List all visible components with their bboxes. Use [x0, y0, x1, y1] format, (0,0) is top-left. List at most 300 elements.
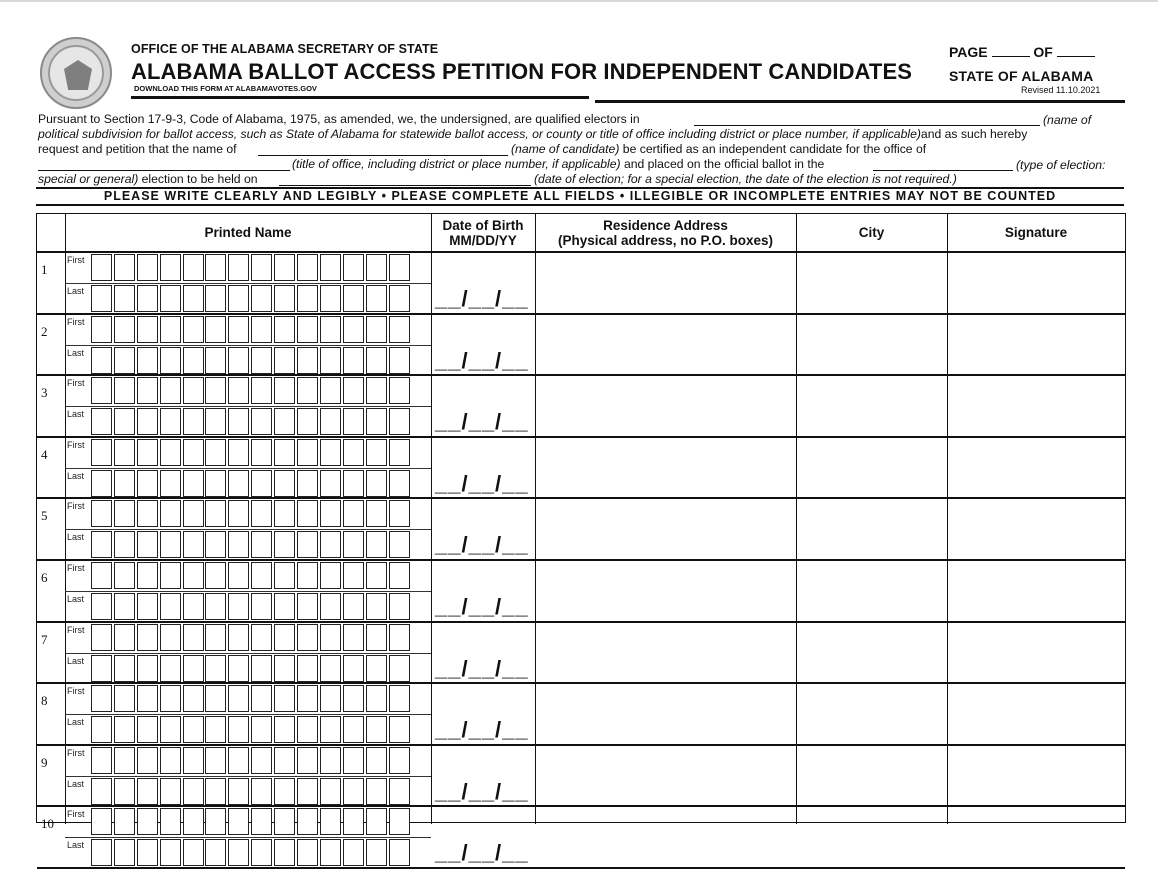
city-cell[interactable] [797, 684, 947, 744]
dob-field[interactable]: __/__/__ [435, 655, 529, 681]
letter-box[interactable] [297, 439, 318, 466]
letter-box[interactable] [389, 347, 410, 374]
letter-box[interactable] [114, 716, 135, 743]
first-name-boxes[interactable] [91, 808, 411, 835]
city-cell[interactable] [797, 807, 947, 867]
dob-field[interactable]: __/__/__ [435, 717, 529, 743]
letter-box[interactable] [251, 254, 272, 281]
letter-box[interactable] [183, 685, 204, 712]
signature-cell[interactable] [948, 438, 1125, 498]
letter-box[interactable] [114, 778, 135, 805]
letter-box[interactable] [320, 408, 341, 435]
letter-box[interactable] [160, 716, 181, 743]
letter-box[interactable] [160, 377, 181, 404]
letter-box[interactable] [297, 254, 318, 281]
letter-box[interactable] [389, 316, 410, 343]
letter-box[interactable] [366, 655, 387, 682]
dob-field[interactable]: __/__/__ [435, 778, 529, 804]
address-cell[interactable] [536, 315, 796, 375]
letter-box[interactable] [91, 778, 112, 805]
letter-box[interactable] [205, 685, 226, 712]
letter-box[interactable] [343, 439, 364, 466]
letter-box[interactable] [389, 254, 410, 281]
letter-box[interactable] [251, 778, 272, 805]
letter-box[interactable] [366, 839, 387, 866]
letter-box[interactable] [137, 347, 158, 374]
letter-box[interactable] [183, 316, 204, 343]
letter-box[interactable] [320, 254, 341, 281]
letter-box[interactable] [137, 778, 158, 805]
letter-box[interactable] [343, 839, 364, 866]
letter-box[interactable] [274, 808, 295, 835]
city-cell[interactable] [797, 376, 947, 436]
city-cell[interactable] [797, 315, 947, 375]
dob-field[interactable]: __/__/__ [435, 594, 529, 619]
letter-box[interactable] [343, 593, 364, 620]
letter-box[interactable] [205, 655, 226, 682]
letter-box[interactable] [366, 285, 387, 312]
letter-box[interactable] [343, 285, 364, 312]
letter-box[interactable] [389, 377, 410, 404]
letter-box[interactable] [205, 254, 226, 281]
letter-box[interactable] [251, 655, 272, 682]
letter-box[interactable] [274, 593, 295, 620]
letter-box[interactable] [389, 531, 410, 558]
letter-box[interactable] [183, 747, 204, 774]
letter-box[interactable] [320, 716, 341, 743]
signature-cell[interactable] [948, 376, 1125, 436]
letter-box[interactable] [366, 347, 387, 374]
letter-box[interactable] [343, 470, 364, 497]
letter-box[interactable] [228, 778, 249, 805]
dob-field[interactable]: __/__/__ [435, 409, 529, 435]
letter-box[interactable] [160, 685, 181, 712]
last-name-boxes[interactable] [91, 347, 411, 374]
letter-box[interactable] [137, 839, 158, 866]
letter-box[interactable] [228, 562, 249, 589]
signature-cell[interactable] [948, 746, 1125, 806]
letter-box[interactable] [183, 655, 204, 682]
letter-box[interactable] [91, 347, 112, 374]
letter-box[interactable] [137, 254, 158, 281]
letter-box[interactable] [366, 439, 387, 466]
letter-box[interactable] [251, 500, 272, 527]
letter-box[interactable] [205, 562, 226, 589]
letter-box[interactable] [320, 531, 341, 558]
letter-box[interactable] [183, 562, 204, 589]
letter-box[interactable] [297, 778, 318, 805]
letter-box[interactable] [389, 439, 410, 466]
letter-box[interactable] [183, 347, 204, 374]
letter-box[interactable] [160, 531, 181, 558]
letter-box[interactable] [160, 347, 181, 374]
first-name-boxes[interactable] [91, 439, 411, 466]
letter-box[interactable] [297, 685, 318, 712]
letter-box[interactable] [274, 408, 295, 435]
letter-box[interactable] [205, 531, 226, 558]
letter-box[interactable] [114, 254, 135, 281]
letter-box[interactable] [114, 470, 135, 497]
letter-box[interactable] [297, 500, 318, 527]
letter-box[interactable] [389, 808, 410, 835]
letter-box[interactable] [228, 347, 249, 374]
letter-box[interactable] [228, 377, 249, 404]
first-name-boxes[interactable] [91, 747, 411, 774]
letter-box[interactable] [137, 747, 158, 774]
letter-box[interactable] [137, 285, 158, 312]
letter-box[interactable] [274, 254, 295, 281]
first-name-boxes[interactable] [91, 624, 411, 651]
letter-box[interactable] [114, 285, 135, 312]
address-cell[interactable] [536, 376, 796, 436]
letter-box[interactable] [91, 593, 112, 620]
letter-box[interactable] [389, 562, 410, 589]
letter-box[interactable] [297, 808, 318, 835]
letter-box[interactable] [228, 716, 249, 743]
letter-box[interactable] [251, 347, 272, 374]
letter-box[interactable] [297, 624, 318, 651]
letter-box[interactable] [114, 347, 135, 374]
letter-box[interactable] [251, 747, 272, 774]
address-cell[interactable] [536, 807, 796, 867]
letter-box[interactable] [228, 624, 249, 651]
letter-box[interactable] [114, 808, 135, 835]
letter-box[interactable] [320, 377, 341, 404]
letter-box[interactable] [228, 685, 249, 712]
signature-cell[interactable] [948, 623, 1125, 683]
letter-box[interactable] [114, 839, 135, 866]
letter-box[interactable] [160, 655, 181, 682]
letter-box[interactable] [160, 500, 181, 527]
letter-box[interactable] [114, 377, 135, 404]
letter-box[interactable] [366, 778, 387, 805]
letter-box[interactable] [297, 377, 318, 404]
letter-box[interactable] [205, 593, 226, 620]
letter-box[interactable] [343, 747, 364, 774]
letter-box[interactable] [205, 500, 226, 527]
page-number-blank[interactable] [992, 44, 1030, 57]
letter-box[interactable] [389, 408, 410, 435]
letter-box[interactable] [228, 316, 249, 343]
letter-box[interactable] [251, 408, 272, 435]
letter-box[interactable] [320, 562, 341, 589]
letter-box[interactable] [160, 254, 181, 281]
letter-box[interactable] [343, 808, 364, 835]
letter-box[interactable] [320, 808, 341, 835]
letter-box[interactable] [160, 408, 181, 435]
letter-box[interactable] [114, 316, 135, 343]
first-name-boxes[interactable] [91, 685, 411, 712]
letter-box[interactable] [320, 316, 341, 343]
letter-box[interactable] [274, 531, 295, 558]
letter-box[interactable] [251, 685, 272, 712]
letter-box[interactable] [320, 593, 341, 620]
letter-box[interactable] [251, 439, 272, 466]
letter-box[interactable] [274, 562, 295, 589]
first-name-boxes[interactable] [91, 500, 411, 527]
first-name-boxes[interactable] [91, 316, 411, 343]
letter-box[interactable] [320, 285, 341, 312]
letter-box[interactable] [389, 593, 410, 620]
subdivision-blank[interactable] [694, 125, 1040, 126]
letter-box[interactable] [183, 531, 204, 558]
letter-box[interactable] [297, 408, 318, 435]
dob-field[interactable]: __/__/__ [435, 840, 529, 866]
letter-box[interactable] [205, 624, 226, 651]
last-name-boxes[interactable] [91, 531, 411, 558]
letter-box[interactable] [366, 593, 387, 620]
letter-box[interactable] [343, 500, 364, 527]
letter-box[interactable] [320, 500, 341, 527]
letter-box[interactable] [183, 778, 204, 805]
letter-box[interactable] [114, 439, 135, 466]
letter-box[interactable] [91, 316, 112, 343]
letter-box[interactable] [274, 470, 295, 497]
letter-box[interactable] [343, 316, 364, 343]
letter-box[interactable] [320, 685, 341, 712]
last-name-boxes[interactable] [91, 778, 411, 805]
letter-box[interactable] [297, 347, 318, 374]
last-name-boxes[interactable] [91, 285, 411, 312]
letter-box[interactable] [183, 377, 204, 404]
letter-box[interactable] [251, 593, 272, 620]
letter-box[interactable] [297, 285, 318, 312]
letter-box[interactable] [137, 655, 158, 682]
letter-box[interactable] [160, 747, 181, 774]
letter-box[interactable] [91, 254, 112, 281]
dob-field[interactable]: __/__/__ [435, 532, 529, 558]
letter-box[interactable] [389, 747, 410, 774]
letter-box[interactable] [366, 377, 387, 404]
letter-box[interactable] [343, 624, 364, 651]
letter-box[interactable] [274, 839, 295, 866]
letter-box[interactable] [343, 408, 364, 435]
letter-box[interactable] [320, 439, 341, 466]
letter-box[interactable] [297, 747, 318, 774]
letter-box[interactable] [366, 808, 387, 835]
letter-box[interactable] [114, 531, 135, 558]
letter-box[interactable] [251, 285, 272, 312]
address-cell[interactable] [536, 253, 796, 313]
letter-box[interactable] [228, 747, 249, 774]
letter-box[interactable] [389, 285, 410, 312]
letter-box[interactable] [228, 593, 249, 620]
letter-box[interactable] [205, 470, 226, 497]
letter-box[interactable] [297, 531, 318, 558]
letter-box[interactable] [343, 531, 364, 558]
letter-box[interactable] [343, 562, 364, 589]
letter-box[interactable] [205, 716, 226, 743]
letter-box[interactable] [205, 347, 226, 374]
last-name-boxes[interactable] [91, 716, 411, 743]
address-cell[interactable] [536, 561, 796, 621]
letter-box[interactable] [343, 347, 364, 374]
letter-box[interactable] [366, 747, 387, 774]
city-cell[interactable] [797, 438, 947, 498]
letter-box[interactable] [343, 716, 364, 743]
letter-box[interactable] [228, 808, 249, 835]
signature-cell[interactable] [948, 315, 1125, 375]
letter-box[interactable] [137, 500, 158, 527]
last-name-boxes[interactable] [91, 839, 411, 866]
letter-box[interactable] [183, 500, 204, 527]
letter-box[interactable] [228, 531, 249, 558]
letter-box[interactable] [228, 254, 249, 281]
letter-box[interactable] [274, 377, 295, 404]
letter-box[interactable] [366, 254, 387, 281]
letter-box[interactable] [251, 808, 272, 835]
letter-box[interactable] [160, 439, 181, 466]
letter-box[interactable] [251, 716, 272, 743]
letter-box[interactable] [205, 316, 226, 343]
letter-box[interactable] [274, 716, 295, 743]
letter-box[interactable] [389, 624, 410, 651]
letter-box[interactable] [251, 562, 272, 589]
letter-box[interactable] [183, 254, 204, 281]
letter-box[interactable] [343, 685, 364, 712]
letter-box[interactable] [274, 439, 295, 466]
signature-cell[interactable] [948, 807, 1125, 867]
office-title-blank[interactable] [38, 170, 290, 171]
letter-box[interactable] [137, 531, 158, 558]
letter-box[interactable] [137, 439, 158, 466]
letter-box[interactable] [137, 716, 158, 743]
letter-box[interactable] [274, 285, 295, 312]
address-cell[interactable] [536, 746, 796, 806]
letter-box[interactable] [137, 808, 158, 835]
letter-box[interactable] [91, 747, 112, 774]
first-name-boxes[interactable] [91, 562, 411, 589]
first-name-boxes[interactable] [91, 377, 411, 404]
letter-box[interactable] [137, 593, 158, 620]
city-cell[interactable] [797, 623, 947, 683]
city-cell[interactable] [797, 499, 947, 559]
letter-box[interactable] [183, 408, 204, 435]
letter-box[interactable] [389, 500, 410, 527]
address-cell[interactable] [536, 623, 796, 683]
letter-box[interactable] [320, 347, 341, 374]
letter-box[interactable] [228, 285, 249, 312]
letter-box[interactable] [183, 285, 204, 312]
dob-field[interactable]: __/__/__ [435, 470, 529, 496]
election-date-blank[interactable] [279, 185, 531, 186]
letter-box[interactable] [389, 655, 410, 682]
letter-box[interactable] [320, 470, 341, 497]
city-cell[interactable] [797, 561, 947, 621]
first-name-boxes[interactable] [91, 254, 411, 281]
letter-box[interactable] [91, 624, 112, 651]
letter-box[interactable] [160, 562, 181, 589]
letter-box[interactable] [91, 562, 112, 589]
dob-field[interactable]: __/__/__ [435, 347, 529, 373]
letter-box[interactable] [251, 316, 272, 343]
letter-box[interactable] [183, 439, 204, 466]
letter-box[interactable] [205, 778, 226, 805]
letter-box[interactable] [205, 439, 226, 466]
letter-box[interactable] [343, 254, 364, 281]
letter-box[interactable] [320, 747, 341, 774]
letter-box[interactable] [320, 778, 341, 805]
letter-box[interactable] [366, 470, 387, 497]
letter-box[interactable] [160, 285, 181, 312]
letter-box[interactable] [137, 377, 158, 404]
letter-box[interactable] [297, 593, 318, 620]
letter-box[interactable] [274, 624, 295, 651]
candidate-name-blank[interactable] [258, 155, 508, 156]
letter-box[interactable] [366, 531, 387, 558]
letter-box[interactable] [91, 531, 112, 558]
letter-box[interactable] [274, 685, 295, 712]
letter-box[interactable] [228, 655, 249, 682]
letter-box[interactable] [91, 470, 112, 497]
letter-box[interactable] [91, 408, 112, 435]
letter-box[interactable] [274, 347, 295, 374]
letter-box[interactable] [183, 593, 204, 620]
city-cell[interactable] [797, 253, 947, 313]
letter-box[interactable] [114, 747, 135, 774]
letter-box[interactable] [137, 685, 158, 712]
address-cell[interactable] [536, 438, 796, 498]
letter-box[interactable] [389, 470, 410, 497]
letter-box[interactable] [366, 685, 387, 712]
signature-cell[interactable] [948, 499, 1125, 559]
letter-box[interactable] [205, 408, 226, 435]
letter-box[interactable] [160, 778, 181, 805]
signature-cell[interactable] [948, 561, 1125, 621]
letter-box[interactable] [343, 655, 364, 682]
letter-box[interactable] [389, 778, 410, 805]
dob-field[interactable]: __/__/__ [435, 286, 529, 311]
letter-box[interactable] [91, 839, 112, 866]
letter-box[interactable] [183, 839, 204, 866]
letter-box[interactable] [137, 470, 158, 497]
letter-box[interactable] [366, 500, 387, 527]
letter-box[interactable] [274, 655, 295, 682]
letter-box[interactable] [251, 839, 272, 866]
letter-box[interactable] [251, 377, 272, 404]
letter-box[interactable] [183, 470, 204, 497]
letter-box[interactable] [137, 408, 158, 435]
letter-box[interactable] [274, 500, 295, 527]
letter-box[interactable] [228, 408, 249, 435]
letter-box[interactable] [205, 285, 226, 312]
letter-box[interactable] [137, 624, 158, 651]
letter-box[interactable] [320, 839, 341, 866]
letter-box[interactable] [205, 839, 226, 866]
letter-box[interactable] [160, 839, 181, 866]
signature-cell[interactable] [948, 253, 1125, 313]
election-type-blank[interactable] [873, 170, 1013, 171]
last-name-boxes[interactable] [91, 655, 411, 682]
letter-box[interactable] [251, 470, 272, 497]
letter-box[interactable] [228, 839, 249, 866]
letter-box[interactable] [160, 316, 181, 343]
letter-box[interactable] [114, 685, 135, 712]
letter-box[interactable] [228, 500, 249, 527]
letter-box[interactable] [297, 655, 318, 682]
letter-box[interactable] [366, 408, 387, 435]
letter-box[interactable] [366, 624, 387, 651]
city-cell[interactable] [797, 746, 947, 806]
page-total-blank[interactable] [1057, 44, 1095, 57]
letter-box[interactable] [366, 316, 387, 343]
letter-box[interactable] [274, 316, 295, 343]
letter-box[interactable] [228, 439, 249, 466]
letter-box[interactable] [343, 778, 364, 805]
letter-box[interactable] [343, 377, 364, 404]
letter-box[interactable] [297, 716, 318, 743]
letter-box[interactable] [114, 408, 135, 435]
